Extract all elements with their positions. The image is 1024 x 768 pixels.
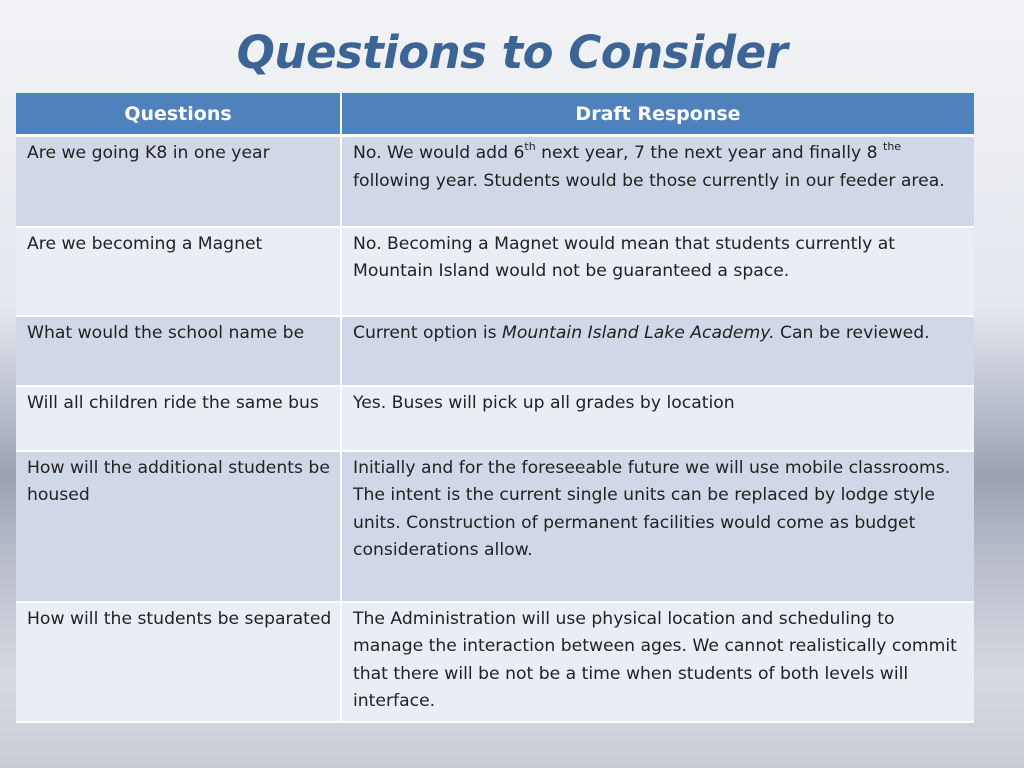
school-name-option: Mountain Island Lake Academy. <box>502 322 775 343</box>
response-cell: Yes. Buses will pick up all grades by location <box>341 386 974 451</box>
question-cell: Are we becoming a Magnet <box>16 227 341 316</box>
response-text: following year. Students would be those currently in our feeder area. <box>353 170 945 191</box>
superscript-the: the <box>883 140 902 154</box>
response-cell <box>341 316 974 386</box>
questions-table <box>16 93 974 723</box>
table-row <box>16 451 974 602</box>
header-questions: Questions <box>16 93 341 136</box>
response-cell: The Administration will use physical location and scheduling to manage the interaction between ages. We cannot realistically commit that there will be not be a time when students of both levels will interface. <box>341 602 974 722</box>
superscript-th: th <box>524 140 536 154</box>
question-cell: Will all children ride the same bus <box>16 386 341 451</box>
response-cell <box>341 136 974 227</box>
table-row <box>16 227 974 316</box>
response-cell: Initially and for the foreseeable future we will use mobile classrooms. The intent is the current single units can be replaced by lodge style units. Construction of permanent facilities would come as budget considerations allow. <box>341 451 974 602</box>
response-text: Can be reviewed. <box>774 322 930 343</box>
question-cell: What would the school name be <box>16 316 341 386</box>
table-header-row <box>16 93 974 136</box>
table-row <box>16 136 974 227</box>
header-draft-response: Draft Response <box>341 93 974 136</box>
response-text: next year, 7 the next year and finally 8 <box>535 143 884 163</box>
response-text: Current option is <box>353 322 503 343</box>
response-text: No. We would add 6 <box>353 143 525 163</box>
question-cell: Are we going K8 in one year <box>16 136 341 227</box>
question-cell: How will the students be separated <box>16 602 341 722</box>
table-row <box>16 386 974 451</box>
response-cell: No. Becoming a Magnet would mean that students currently at Mountain Island would not be guaranteed a space. <box>341 227 974 316</box>
question-cell: How will the additional students be housed <box>16 451 341 602</box>
table-row <box>16 316 974 386</box>
table-row <box>16 602 974 722</box>
slide-title: Questions to Consider <box>236 26 788 79</box>
